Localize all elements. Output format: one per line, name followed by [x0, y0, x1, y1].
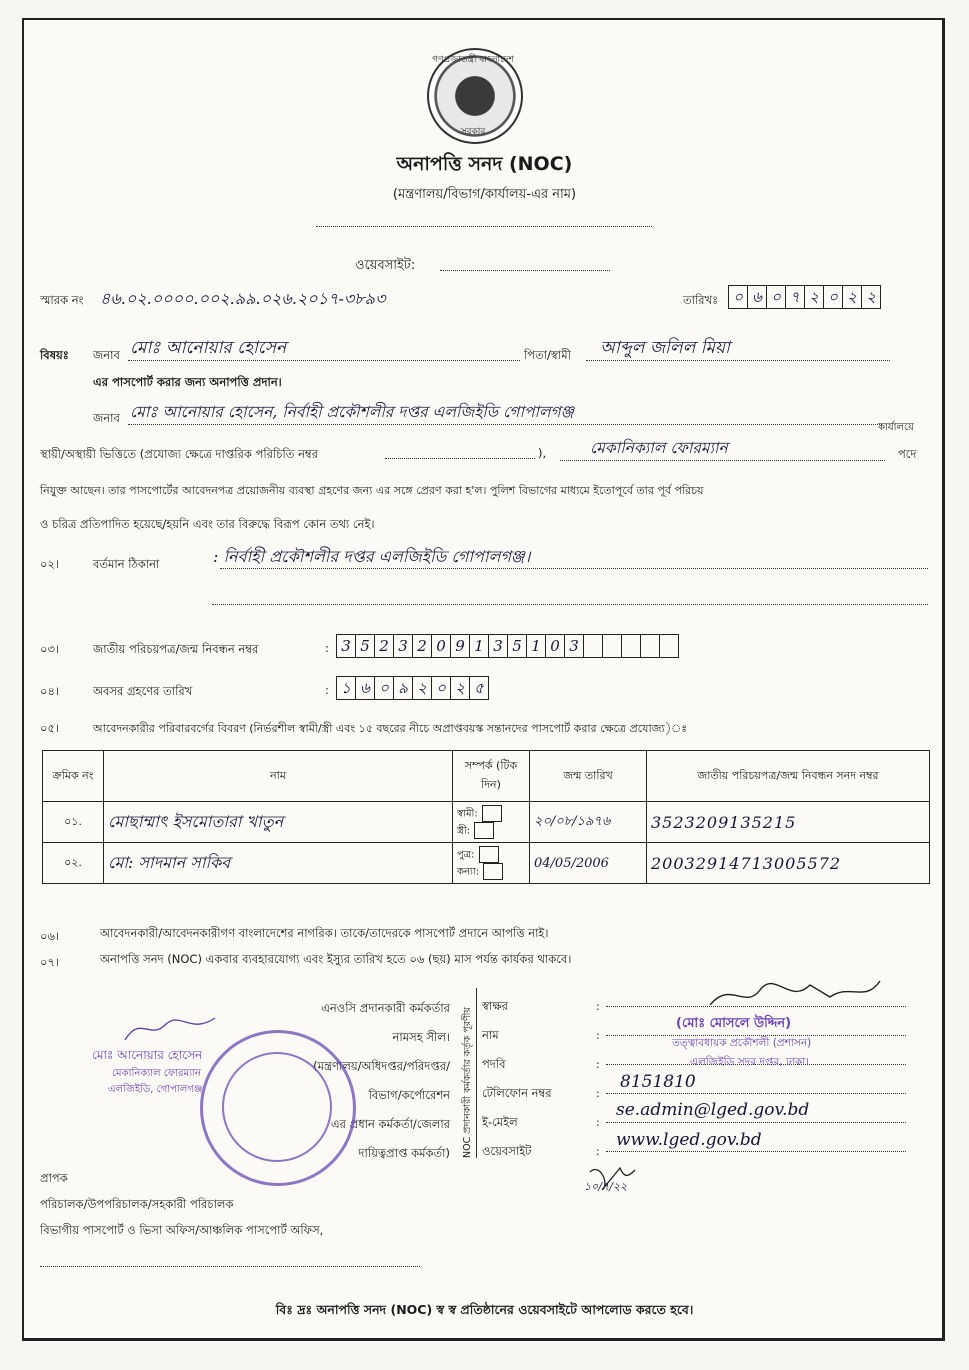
field-label-name: নাম	[482, 1028, 499, 1042]
nid-digit-box	[583, 634, 603, 658]
address-line-1	[220, 568, 928, 569]
col-dob: জন্ম তারিখ	[530, 751, 647, 802]
seal-bottom-text: সরকার	[460, 127, 486, 137]
table-row	[43, 843, 930, 884]
item-number-06: ০৬।	[40, 929, 60, 943]
retire-label: অবসর গ্রহণের তারিখ	[93, 684, 193, 698]
retire-digit-box: ১	[336, 676, 356, 700]
officer-website: www.lged.gov.bd	[616, 1130, 762, 1150]
row-serial: ০২.	[43, 843, 104, 884]
field-label-signature: স্বাক্ষর	[482, 999, 508, 1013]
retire-colon: :	[325, 683, 329, 697]
husband-checkbox[interactable]	[482, 805, 502, 822]
website-line	[440, 270, 610, 271]
date-digit-box: ০	[766, 285, 786, 309]
date-boxes	[728, 285, 880, 309]
note-07: অনাপত্তি সনদ (NOC) একবার ব্যবহারযোগ্য এবং ইস্যুর তারিখ হতে ০৬ (ছয়) মাস পর্যন্ত কার্যকর থাকবে।	[100, 952, 572, 966]
item-number-03: ০৩।	[40, 642, 60, 656]
nid-digit-box: 0	[545, 634, 565, 658]
retire-date-boxes	[336, 676, 488, 700]
date-digit-box: ০	[823, 285, 843, 309]
nid-digit-box: 3	[336, 634, 356, 658]
relation-label-husband: স্বামী:	[457, 808, 478, 819]
nid-digit-box: 3	[488, 634, 508, 658]
body-line3: নিযুক্ত আছেন। তার পাসপোর্টের আবেদনপত্র প্রয়োজনীয় ব্যবস্থা গ্রহণের জন্য এর সঙ্গে প্রেরণ করা হ'ল। পুলিশ বিভাগের মাধ্যমে ইতোপূর্বে তার পূর্ব পরিচয়	[40, 484, 704, 497]
office-word: কার্যালয়ে	[878, 422, 914, 433]
recipient-label: প্রাপক	[40, 1171, 68, 1185]
designation-line	[560, 460, 885, 461]
nid-colon: :	[325, 641, 329, 655]
nid-digit-box	[659, 634, 679, 658]
father-name: আব্দুল জলিল মিয়া	[600, 338, 730, 358]
relation-label-son: পুত্র:	[457, 849, 475, 860]
subject-janab: জনাব	[93, 348, 120, 362]
body-line2-prefix: স্থায়ী/অস্থায়ী ভিত্তিতে (প্রযোজ্য ক্ষেত্রে দাপ্তরিক পরিচিতি নম্বর	[40, 447, 319, 461]
recipient-line3	[40, 1266, 420, 1267]
designation-value: মেকানিক্যাল ফোরম্যান	[590, 439, 728, 457]
retire-digit-box: ০	[431, 676, 451, 700]
date-digit-box: ৬	[747, 285, 767, 309]
father-line	[586, 360, 890, 361]
row-relation	[453, 843, 530, 884]
recipient-line2: বিভাগীয় পাসপোর্ট ও ভিসা অফিস/আঞ্চলিক পাসপোর্ট অফিস,	[40, 1223, 324, 1237]
memo-number: ৪৬.০২.০০০০.০০২.৯৯.০২৬.২০১৭-৩৮৯৩	[100, 289, 386, 308]
ministry-name-line	[316, 226, 652, 227]
nid-digit-box: 3	[393, 634, 413, 658]
seal-top-text: গণপ্রজাতন্ত্রী বাংলাদেশ	[432, 55, 514, 65]
item-number-07: ০৭।	[40, 955, 60, 969]
field-label-website: ওয়েবসাইট	[482, 1144, 532, 1158]
date-digit-box: ২	[861, 285, 881, 309]
officer-phone: 8151810	[620, 1072, 696, 1092]
address-label: বর্তমান ঠিকানা	[93, 557, 160, 571]
nid-digit-box: 2	[374, 634, 394, 658]
family-table	[42, 750, 930, 884]
signer-left-line: এনওসি প্রদানকারী কর্মকর্তার	[321, 1001, 450, 1015]
row-nid: 3523209135215	[647, 802, 930, 843]
address-line-2	[212, 604, 928, 605]
nid-digit-box	[640, 634, 660, 658]
officer-email: se.admin@lged.gov.bd	[616, 1100, 810, 1120]
item-number-02: ০২।	[40, 557, 60, 571]
subject-name: মোঃ আনোয়ার হোসেন	[130, 338, 287, 358]
date-digit-box: ৭	[785, 285, 805, 309]
father-label: পিতা/স্বামী	[524, 348, 571, 362]
relation-label-daughter: কন্যা:	[457, 866, 480, 878]
date-label: তারিখঃ	[683, 293, 719, 307]
applicant-stamp-office: এলজিইডি, গোপালগঞ্জ	[108, 1084, 203, 1095]
nid-digit-box: 5	[355, 634, 375, 658]
round-office-stamp-inner-icon	[222, 1052, 332, 1162]
retire-digit-box: ৬	[355, 676, 375, 700]
nid-digit-box: 1	[469, 634, 489, 658]
officer-office: এলজিইডি সদর দপ্তর, ঢাকা।	[690, 1056, 810, 1068]
nid-boxes	[336, 634, 678, 658]
son-checkbox[interactable]	[479, 846, 499, 863]
item-number-05: ০৫।	[40, 721, 60, 735]
wife-checkbox[interactable]	[474, 822, 494, 839]
footer-note: বিঃ দ্রঃ অনাপত্তি সনদ (NOC) স্ব স্ব প্রতিষ্ঠানের ওয়েবসাইটে আপলোড করতে হবে।	[275, 1302, 694, 1317]
note-06: আবেদনকারী/আবেদনকারীগণ বাংলাদেশের নাগরিক। তাকে/তাদেরকে পাসপোর্ট প্রদানে আপত্তি নাই।	[100, 926, 549, 940]
email-line	[606, 1122, 906, 1123]
officer-designation: তত্ত্বাবধায়ক প্রকৌশলী (প্রশাসন)	[672, 1037, 812, 1049]
signer-left-line: বিভাগ/কর্পোরেশন	[368, 1088, 450, 1102]
nid-digit-box: 9	[450, 634, 470, 658]
col-relation: সম্পর্ক (টিক দিন)	[453, 751, 530, 802]
row-nid: 20032914713005572	[647, 843, 930, 884]
body-line2-suffix: পদে	[898, 447, 917, 461]
subject-line2: এর পাসপোর্ট করার জন্য অনাপত্তি প্রদান।	[93, 375, 282, 389]
signer-left-line: এর প্রধান কর্মকর্তা/জেলার	[330, 1117, 450, 1131]
nid-digit-box: 1	[526, 634, 546, 658]
website-line-signer	[606, 1151, 906, 1152]
officer-name: (মোঃ মোসলে উদ্দিন)	[676, 1016, 792, 1031]
memo-label: স্মারক নং	[40, 293, 84, 307]
address-value: : নির্বাহী প্রকৌশলীর দপ্তর এলজিইডি গোপালগঞ্জ।	[213, 547, 531, 566]
body-name-office: মোঃ আনোয়ার হোসেন, নির্বাহী প্রকৌশলীর দপ্তর এলজিইডি গোপালগঞ্জ	[130, 403, 574, 421]
item-number-04: ০৪।	[40, 684, 60, 698]
applicant-stamp-name: মোঃ আনোয়ার হোসেন	[92, 1048, 203, 1062]
retire-digit-box: ৫	[469, 676, 489, 700]
nid-digit-box	[621, 634, 641, 658]
nid-digit-box: 0	[431, 634, 451, 658]
table-row	[43, 802, 930, 843]
retire-digit-box: ০	[374, 676, 394, 700]
col-name: নাম	[104, 751, 453, 802]
website-label: ওয়েবসাইট:	[355, 258, 416, 273]
retire-digit-box: ২	[450, 676, 470, 700]
date-digit-box: ২	[842, 285, 862, 309]
relation-label-wife: স্ত্রী:	[457, 825, 471, 837]
nid-digit-box: 2	[412, 634, 432, 658]
official-id-line	[385, 458, 535, 459]
body-line4: ও চরিত্র প্রতিপাদিত হয়েছে/হয়নি এবং তার বিরুদ্ধে বিরূপ কোন তথ্য নেই।	[40, 517, 375, 531]
row-serial: ০১.	[43, 802, 104, 843]
signer-divider	[476, 988, 477, 1158]
row-name: মো: সাদমান সাকিব	[104, 843, 453, 884]
noc-vertical-label: NOC প্রদানকারী কর্মকর্তার কর্তৃক পূরণীয়	[462, 1007, 473, 1158]
retire-digit-box: ২	[412, 676, 432, 700]
sign-date: ১০/৭/২২	[584, 1180, 628, 1193]
nid-label: জাতীয় পরিচয়পত্র/জন্ম নিবন্ধন নম্বর	[93, 642, 259, 656]
daughter-checkbox[interactable]	[483, 863, 503, 880]
body-janab: জনাব	[93, 411, 120, 425]
phone-line	[606, 1093, 906, 1094]
field-label-phone: টেলিফোন নম্বর	[482, 1086, 552, 1100]
row-dob: ২০/০৮/১৯৭৬	[530, 802, 647, 843]
officer-signature-icon	[700, 975, 890, 1015]
row-relation	[453, 802, 530, 843]
applicant-signature-icon	[120, 1010, 220, 1050]
body-line2-mid: ),	[538, 446, 547, 460]
recipient-line1: পরিচালক/উপপরিচালক/সহকারী পরিচালক	[40, 1197, 234, 1211]
family-label: আবেদনকারীর পরিবারবর্গের বিবরণ (নির্ভরশীল স্বামী/স্ত্রী এবং ১৫ বছরের নীচে অপ্রাপ্তবয়স্ক সন্তানদের পাসপোর্ট করার ক্ষেত্রে প্রযোজ্য)ঃ	[93, 722, 688, 735]
document-subtitle: (মন্ত্রণালয়/বিভাগ/কার্যালয়-এর নাম)	[392, 187, 577, 202]
nid-digit-box	[602, 634, 622, 658]
row-dob: 04/05/2006	[530, 843, 647, 884]
signer-field-labels	[482, 992, 552, 1166]
signer-colons: : : : : : :	[596, 1000, 600, 1158]
document-title: অনাপত্তি সনদ (NOC)	[396, 153, 573, 175]
subject-name-line	[128, 360, 520, 361]
row-name: মোছাম্মাৎ ইসমোতারা খাতুন	[104, 802, 453, 843]
date-digit-box: ২	[804, 285, 824, 309]
nid-digit-box: 5	[507, 634, 527, 658]
col-serial: ক্রমিক নং	[43, 751, 104, 802]
nid-digit-box: 3	[564, 634, 584, 658]
signer-left-line: দায়িত্বপ্রাপ্ত কর্মকর্তা)	[358, 1146, 450, 1160]
field-label-designation: পদবি	[482, 1057, 506, 1071]
subject-label: বিষয়ঃ	[40, 348, 69, 362]
applicant-stamp-designation: মেকানিক্যাল ফোরম্যান	[112, 1068, 201, 1079]
table-header-row	[43, 751, 930, 802]
field-label-email: ই-মেইল	[482, 1115, 518, 1129]
date-digit-box: ০	[728, 285, 748, 309]
signer-left-line: নামসহ সীল।	[392, 1030, 450, 1044]
body-name-line	[128, 424, 882, 425]
retire-digit-box: ৯	[393, 676, 413, 700]
col-nid: জাতীয় পরিচয়পত্র/জন্ম নিবন্ধন সনদ নম্বর	[647, 751, 930, 802]
signer-left-line: (মন্ত্রণালয়/অধিদপ্তর/পরিদপ্তর/	[313, 1059, 450, 1073]
